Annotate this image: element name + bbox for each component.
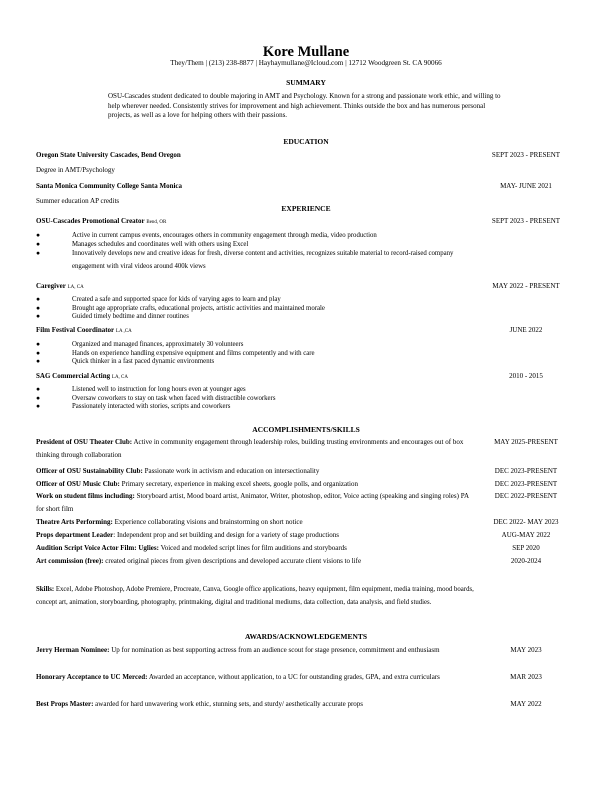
- accomplishment-item: [36, 516, 576, 529]
- bullet-item: [36, 232, 476, 241]
- job-role: OSU-Cascades Promotional Creator: [36, 217, 145, 225]
- education-date: MAY- JUNE 2021: [500, 182, 552, 190]
- bullet-dot: ●: [36, 313, 41, 321]
- bullet-dot: ●: [36, 386, 41, 393]
- job-date: JUNE 2022: [509, 326, 543, 334]
- bullet-dot: ●: [36, 240, 41, 248]
- accomplishment-item: [36, 436, 576, 462]
- degree-text: Degree in AMT/Psychology: [36, 166, 115, 174]
- education-item: [36, 180, 576, 193]
- award-label: Jerry Herman Nominee:: [36, 646, 110, 654]
- bullet-item: [36, 341, 476, 350]
- job-date: MAY 2022 - PRESENT: [492, 282, 560, 290]
- accomplishment-date: MAY 2025-PRESENT: [494, 438, 558, 446]
- accomplishment-date: DEC 2023-PRESENT: [494, 467, 558, 475]
- accomplishment-label: Props department Leader: [36, 531, 114, 539]
- bullet-item: [36, 395, 476, 404]
- job-bullets: [36, 341, 476, 367]
- bullet-item: [36, 403, 476, 412]
- job-role: Film Festival Coordinator: [36, 326, 115, 334]
- bullet-text: Created a safe and supported space for kids of varying ages to learn and play: [72, 296, 281, 303]
- bullet-item: [36, 247, 476, 273]
- job-date: SEPT 2023 - PRESENT: [491, 217, 561, 225]
- education-detail: [36, 164, 576, 177]
- bullet-text: Innovatively develops new and creative ideas for fresh, diverse content and activities, recognizes suitable material to record-raised company engagement with viral videos around 400k views: [72, 250, 454, 271]
- bullet-item: [36, 305, 476, 314]
- award-date: MAY 2022: [510, 700, 542, 708]
- accomplishment-date: DEC 2022- MAY 2023: [493, 518, 559, 526]
- accomplishment-text: Active in community engagement through leadership roles, building trusting environments and encourages out of box thinking through collaboration: [36, 438, 464, 459]
- job-location: Bend, OR: [146, 220, 167, 225]
- accomplishment-label: President of OSU Theater Club:: [36, 438, 133, 446]
- award-item: [36, 644, 576, 657]
- bullet-dot: ●: [36, 349, 41, 357]
- accomplishment-label: Art commission (free):: [36, 557, 104, 565]
- accomplishment-label: Audition Script Voice Actor Film: Uglies:: [36, 544, 159, 552]
- bullet-text: Passionately interacted with stories, scripts and coworkers: [72, 403, 231, 411]
- accomplishment-date: SEP 2020: [512, 544, 540, 552]
- award-text: Up for nomination as best supporting actress from an audience scout for stage presence, commitment and enthusiasm: [111, 646, 440, 654]
- job-header: [36, 215, 576, 229]
- skills-paragraph: [36, 583, 476, 609]
- accomplishment-text: Primary secretary, experience in making excel sheets, google polls, and organization: [121, 480, 358, 488]
- job-header: [36, 280, 576, 294]
- accomplishments-heading: ACCOMPLISHMENTS/SKILLS: [252, 425, 360, 434]
- bullet-text: Quick thinker in a fast paced dynamic environments: [72, 358, 215, 366]
- accomplishment-text: Experience collaborating visions and brainstorming on short notice: [114, 518, 303, 526]
- accomplishment-text: created original pieces from given descriptions and developed accurate client visions to life: [105, 557, 362, 565]
- experience-heading: EXPERIENCE: [281, 204, 331, 213]
- summary-text: OSU-Cascades student dedicated to double majoring in AMT and Psychology. Known for a strong and passionate work ethic, and willing to help wherever needed. Consistently strives for improvement and high achievement. Thinks outside the box and has numerous personal projects, as well as a love for helping others with their passions.: [108, 92, 501, 120]
- job-role: Caregiver: [36, 282, 66, 290]
- resume-name: Kore Mullane: [262, 44, 350, 60]
- accomplishment-text: Storyboard artist, Mood board artist, Animator, Writer, photoshop, editor, Voice acting (speaking and singing roles) PA for short film: [36, 492, 469, 513]
- job-location: LA ,CA: [115, 329, 132, 334]
- bullet-text: Active in current campus events, encourages others in community engagement through media, video production: [72, 232, 377, 239]
- bullet-dot: ●: [36, 403, 41, 411]
- bullet-text: Organized and managed finances, approximately 30 volunteers: [72, 341, 244, 348]
- award-date: MAR 2023: [510, 673, 542, 681]
- bullet-dot: ●: [36, 250, 41, 258]
- accomplishment-text: : Independent prop and set building and design for a variety of stage productions: [113, 531, 339, 539]
- award-text: Awarded an acceptance, without application, to a UC for outstanding grades, GPA, and extra curriculars: [148, 673, 440, 681]
- job-role: SAG Commercial Acting: [36, 372, 111, 380]
- bullet-text: Hands on experience handling expensive equipment and films competently and with care: [72, 349, 315, 357]
- accomplishment-item: [36, 465, 576, 478]
- award-label: Best Props Master:: [36, 700, 94, 708]
- accomplishment-item: [36, 529, 576, 542]
- award-date: MAY 2023: [510, 646, 542, 654]
- bullet-item: [36, 296, 476, 305]
- bullet-dot: ●: [36, 304, 41, 312]
- bullet-dot: ●: [36, 358, 41, 366]
- accomplishment-item: [36, 542, 576, 555]
- bullet-dot: ●: [36, 296, 41, 303]
- bullet-text: Manages schedules and coordinates well with others using Excel: [72, 240, 249, 248]
- school-name: Oregon State University Cascades, Bend Oregon: [36, 151, 181, 159]
- bullet-item: [36, 350, 476, 359]
- accomplishment-label: Work on student films including:: [36, 492, 135, 500]
- bullet-text: Oversaw coworkers to stay on task when faced with distractible coworkers: [72, 394, 276, 402]
- bullet-item: [36, 313, 476, 322]
- award-item: [36, 671, 576, 684]
- accomplishment-text: Voiced and modeled script lines for film auditions and storyboards: [160, 544, 347, 552]
- degree-text: Summer education AP credits: [36, 197, 120, 205]
- job-header: [36, 324, 576, 338]
- education-item: [36, 149, 576, 162]
- job-location: LA, CA: [111, 375, 129, 380]
- accomplishment-text: Passionate work in activism and education on intersectionality: [144, 467, 320, 475]
- education-date: SEPT 2023 - PRESENT: [491, 151, 561, 159]
- skills-label: Skills:: [36, 586, 55, 593]
- award-text: awarded for hard unwavering work ethic, stunning sets, and sturdy/ aesthetically accurate props: [95, 700, 364, 708]
- bullet-text: Listened well to instruction for long hours even at younger ages: [72, 386, 246, 393]
- accomplishment-label: Theatre Arts Performing:: [36, 518, 113, 526]
- bullet-dot: ●: [36, 394, 41, 402]
- job-bullets: [36, 232, 476, 273]
- accomplishment-item: [36, 490, 576, 516]
- bullet-item: [36, 358, 476, 367]
- job-header: [36, 370, 576, 384]
- job-date: 2010 - 2015: [509, 372, 543, 380]
- accomplishment-date: 2020-2024: [510, 557, 542, 565]
- school-name: Santa Monica Community College Santa Monica: [36, 182, 183, 190]
- skills-text: Excel, Adobe Photoshop, Adobe Premiere, Procreate, Canva, Google office applications, heavy equipment, film equipment, media training, mood boards, concept art, animation, storyboarding, photography, printmaking, digital and traditional mediums, data collection, data analysis, and field studies.: [36, 586, 474, 606]
- bullet-item: [36, 386, 476, 395]
- job-location: LA, CA: [67, 285, 84, 290]
- summary-heading: SUMMARY: [286, 78, 326, 87]
- bullet-dot: ●: [36, 232, 41, 239]
- bullet-text: Guided timely bedtime and dinner routines: [72, 313, 189, 321]
- contact-line: They/Them | (213) 238-8877 | Hayhaymullane@Icloud.com | 12712 Woodgreen St. CA 90066: [170, 59, 442, 67]
- accomplishment-item: [36, 555, 576, 568]
- bullet-dot: ●: [36, 341, 41, 348]
- job-bullets: [36, 296, 476, 322]
- awards-heading: AWARDS/ACKNOWLEDGEMENTS: [244, 632, 368, 641]
- accomplishment-date: DEC 2022-PRESENT: [494, 492, 558, 500]
- award-label: Honorary Acceptance to UC Merced:: [36, 673, 148, 681]
- job-bullets: [36, 386, 476, 412]
- bullet-text: Brought age appropriate crafts, educational projects, artistic activities and maintained morale: [72, 304, 325, 312]
- accomplishment-date: DEC 2023-PRESENT: [494, 480, 558, 488]
- accomplishment-date: AUG-MAY 2022: [501, 531, 551, 539]
- award-item: [36, 698, 576, 711]
- education-heading: EDUCATION: [283, 137, 329, 146]
- accomplishment-label: Officer of OSU Music Club:: [36, 480, 120, 488]
- accomplishment-label: Officer of OSU Sustainability Club:: [36, 467, 143, 475]
